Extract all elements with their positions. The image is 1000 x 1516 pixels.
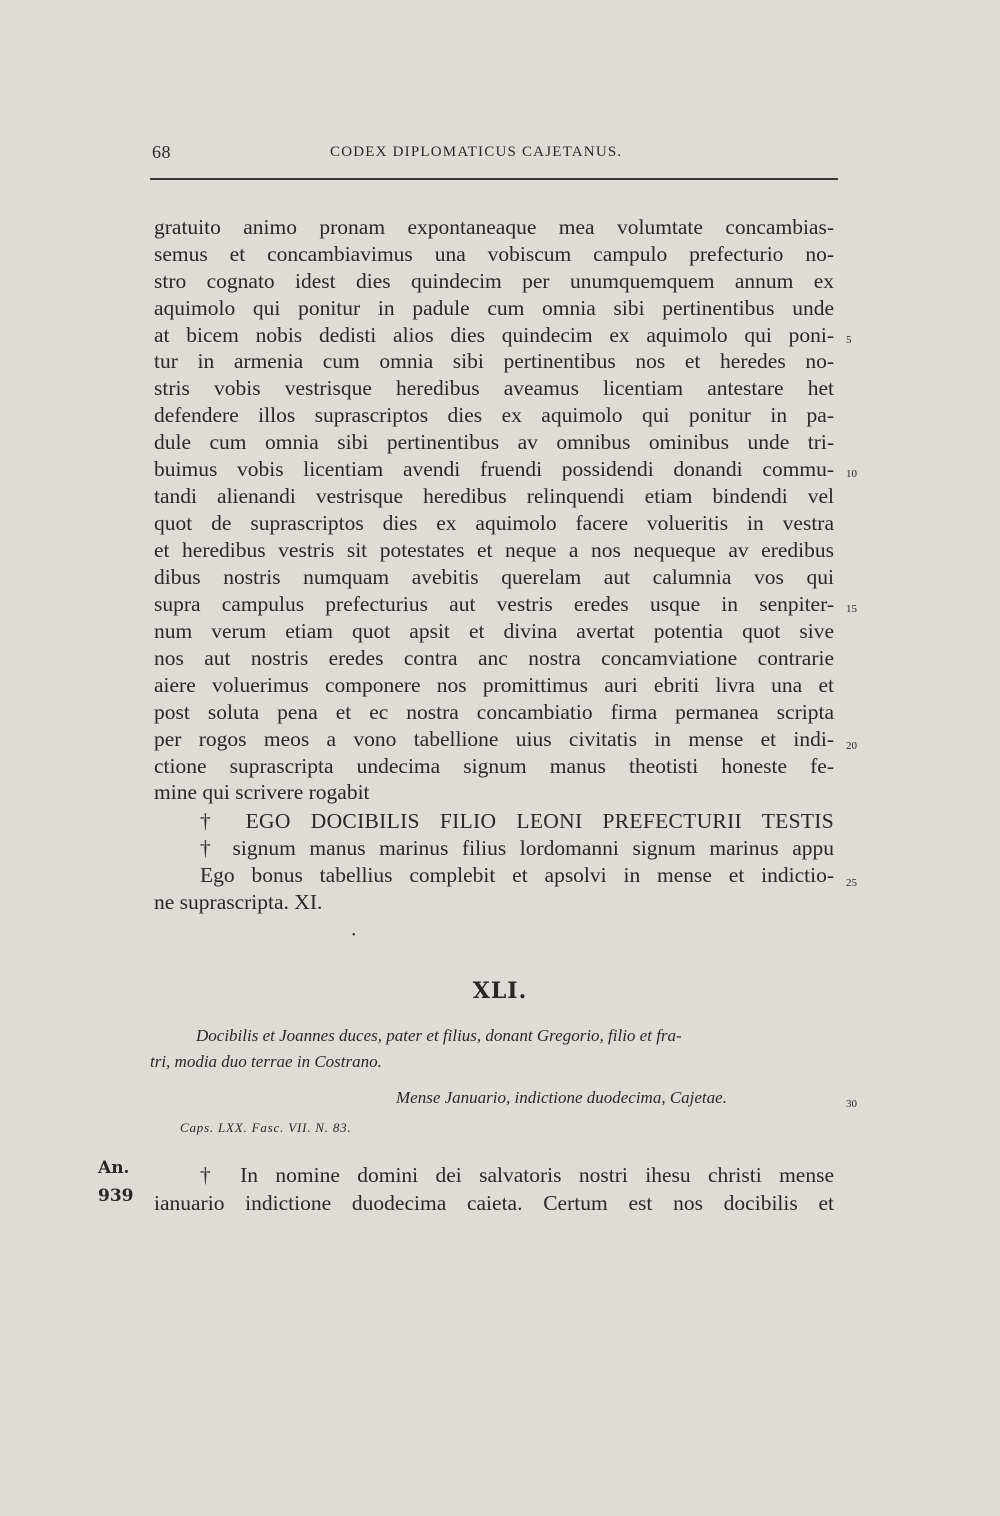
text-line: dibus nostris numquam avebitis querelam aut calumnia vos qui — [154, 565, 834, 589]
text-line: num verum etiam quot apsit et divina avertat potentia quot sive — [154, 619, 834, 643]
text-line: stro cognato idest dies quindecim per unumquemquem annum ex — [154, 269, 834, 293]
document-dating: Mense Januario, indictione duodecima, Cajetae. — [396, 1088, 727, 1107]
text-line: aiere voluerimus componere nos promittimus auri ebriti livra una et — [154, 673, 834, 697]
text-line: et heredibus vestris sit potestates et neque a nos nequeque av eredibus — [154, 538, 834, 562]
line-number: 10 — [846, 468, 857, 480]
incipit-line: † In nomine domini dei salvatoris nostri ihesu christi mense — [200, 1163, 834, 1187]
document-summary-line: tri, modia duo terrae in Costrano. — [150, 1052, 382, 1071]
text-line: post soluta pena et ec nostra concambiatio firma permanea scripta — [154, 700, 834, 724]
text-line: tandi alienandi vestrisque heredibus relinquendi etiam bindendi vel — [154, 484, 834, 508]
text-line: quot de suprascriptos dies ex aquimolo facere volueritis in vestra — [154, 511, 834, 535]
text-line: aquimolo qui ponitur in padule cum omnia sibi pertinentibus unde — [154, 296, 834, 320]
running-head — [150, 140, 840, 170]
line-number: 30 — [846, 1098, 857, 1110]
signature-line: † signum manus marinus filius lordomanni signum marinus appu — [200, 836, 834, 860]
text-line: tur in armenia cum omnia sibi pertinentibus nos et heredes no- — [154, 349, 834, 373]
running-title: CODEX DIPLOMATICUS CAJETANUS. — [330, 144, 623, 160]
document-number: XLI. — [472, 978, 528, 1004]
page-number: 68 — [152, 142, 171, 162]
text-line: gratuito animo pronam expontaneaque mea volumtate concambias- — [154, 215, 834, 239]
text-line: at bicem nobis dedisti alios dies quindecim ex aquimolo qui poni- — [154, 323, 834, 347]
text-line: dule cum omnia sibi pertinentibus av omnibus ominibus unde tri- — [154, 430, 834, 454]
line-number: 5 — [846, 334, 852, 346]
text-line: buimus vobis licentiam avendi fruendi possidendi donandi commu- — [154, 457, 834, 481]
header-rule — [150, 178, 838, 180]
year-marker-label: An. — [98, 1158, 130, 1178]
text-line: supra campulus prefecturius aut vestris eredes usque in senpiter- — [154, 592, 834, 616]
signature-line: Ego bonus tabellius complebit et apsolvi in mense et indictio- — [200, 863, 834, 887]
text-line: semus et concambiavimus una vobiscum campulo prefecturio no- — [154, 242, 834, 266]
year-marker-year: 939 — [98, 1186, 134, 1206]
text-line: per rogos meos a vono tabellione uius civitatis in mense et indi- — [154, 727, 834, 751]
signature-line: † EGO DOCIBILIS FILIO LEONI PREFECTURII TESTIS — [200, 809, 834, 833]
line-number: 25 — [846, 877, 857, 889]
text-line: stris vobis vestrisque heredibus aveamus licentiam antestare het — [154, 376, 834, 400]
text-line: ne suprascripta. XI. — [154, 890, 323, 914]
text-line: mine qui scrivere rogabit — [154, 780, 370, 804]
stray-mark: • — [352, 930, 356, 941]
document-summary-line: Docibilis et Joannes duces, pater et filius, donant Gregorio, filio et fra- — [196, 1026, 682, 1045]
archive-reference: Caps. LXX. Fasc. VII. N. 83. — [180, 1120, 352, 1135]
line-number: 15 — [846, 603, 857, 615]
text-line: defendere illos suprascriptos dies ex aquimolo qui ponitur in pa- — [154, 403, 834, 427]
text-line: ctione suprascripta undecima signum manus theotisti honeste fe- — [154, 754, 834, 778]
incipit-line: ianuario indictione duodecima caieta. Certum est nos docibilis et — [154, 1191, 834, 1215]
text-line: nos aut nostris eredes contra anc nostra concamviatione contrarie — [154, 646, 834, 670]
line-number: 20 — [846, 740, 857, 752]
